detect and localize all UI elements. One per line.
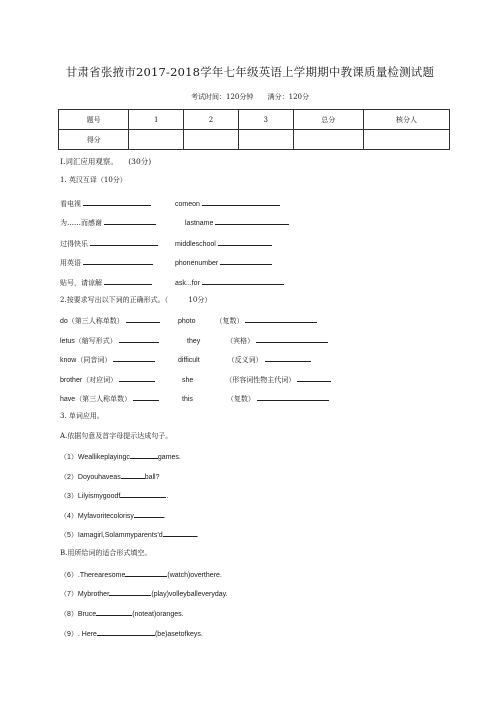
answer-blank[interactable] [218,238,272,246]
exam-full-score: 满分：120分 [267,93,309,101]
score-cell[interactable] [293,130,363,150]
answer-blank[interactable] [265,354,311,362]
row-label: 得分 [59,130,129,150]
answer-blank[interactable] [256,335,328,343]
form-item [60,315,160,326]
item-text: （4）Myfavoritecolorisy [60,513,134,520]
score-cell[interactable] [184,130,239,150]
item-text: (watch)overthere. [167,572,222,579]
item-text: ask...for [175,280,200,287]
answer-blank[interactable] [90,238,158,246]
score-table-header-row [59,110,450,130]
answer-blank[interactable] [130,451,158,459]
item-text: . [196,532,199,539]
answer-blank[interactable] [83,198,151,206]
item-word: brother [60,377,83,384]
item-hint: （第三人称单数） [75,395,132,403]
translate-item [60,198,151,209]
answer-blank[interactable] [121,471,145,479]
part1-heading: 1. 英汉互译（10分） [60,176,127,184]
item-word: this [182,396,193,403]
answer-blank[interactable] [96,608,132,616]
item-hint: （第三人称单数） [67,317,124,325]
translate-item [185,217,289,228]
form-item [60,354,155,365]
item-text: （9）. Here [60,631,97,638]
partB-heading: B.用所给词的适合形式填空。 [60,549,152,557]
item-text: （3）Lilyismygoodf [60,493,121,500]
part2-heading [60,296,211,305]
answer-blank[interactable] [109,588,151,596]
item-text: (play)volleyballeveryday. [151,591,228,598]
answer-blank[interactable] [120,490,169,500]
translate-item [175,257,272,268]
answer-blank[interactable] [215,217,289,225]
answer-blank[interactable] [134,510,164,518]
item-text: （6）.Therearesome [60,572,126,579]
item-text: lastname [185,220,214,227]
answer-blank[interactable] [163,529,197,537]
fill-item [60,569,222,580]
section-points: (30分) [128,157,152,166]
item-word: she [182,377,194,384]
fill-item [60,628,203,639]
item-hint: （复数） [226,395,255,403]
header-cell: 总分 [293,110,363,130]
exam-title: 甘肃省张掖市2017-2018学年七年级英语上学期期中教课质量检测试题 [65,65,435,79]
item-text: （2）Doyouhaveas [60,474,121,481]
answer-blank[interactable] [104,277,152,285]
score-cell[interactable] [363,130,449,150]
item-hint: （形容词性物主代词） [225,376,296,384]
item-word: have [60,396,76,403]
answer-blank[interactable] [202,277,284,285]
header-cell: 1 [129,110,184,130]
part2-points: 10分） [188,296,212,304]
answer-blank[interactable] [119,335,159,343]
section-heading-text: Ⅰ.词汇应用观察。 [60,157,118,166]
form-item [187,335,328,346]
answer-blank[interactable] [133,393,159,401]
item-text: 看电视 [60,200,81,208]
section-heading [60,157,151,166]
item-word: letus [60,338,75,345]
item-text: （7）Mybrother [60,591,110,598]
exam-time: 考试时间：120分钟 [191,93,254,101]
form-item [60,393,159,404]
item-text: 用英语 [60,259,81,267]
header-cell: 核分人 [363,110,449,130]
translate-item [60,217,156,228]
item-hint: （宾格） [226,337,255,345]
item-text: . [166,493,169,500]
form-item [178,315,317,326]
item-word: they [187,338,201,345]
fill-item [60,471,160,482]
answer-blank[interactable] [202,198,280,206]
form-item [178,354,311,365]
answer-blank[interactable] [97,628,155,636]
translate-item [60,277,152,288]
item-text: （8）Bruce [60,611,97,618]
item-text: （1）Weallikeplayingc [60,454,130,461]
header-cell: 3 [238,110,293,130]
item-word: photo [178,318,196,325]
fill-item [60,451,181,462]
item-word: difficult [178,357,200,364]
item-word: know [60,357,77,364]
item-text: 过得快乐 [60,240,88,248]
item-text: comeon [175,201,200,208]
part2-heading-text: 2.按要求写出以下词的正确形式。（ [60,296,169,304]
fill-item [60,510,166,521]
item-text: 贴号，请谅解 [60,279,102,287]
item-text: ball? [144,474,160,481]
item-text: 为……而感谢 [60,219,102,227]
answer-blank[interactable] [297,374,331,382]
item-hint: （复数） [215,317,244,325]
answer-blank[interactable] [119,374,155,382]
translate-item [175,277,284,288]
fill-item [60,608,184,619]
score-cell[interactable] [129,130,184,150]
answer-blank[interactable] [125,569,167,577]
partA-heading: A.依据句意及首字母提示达成句子。 [60,432,173,440]
part3-heading: 3. 单词应用。 [60,412,104,420]
answer-blank[interactable] [245,315,317,323]
score-cell[interactable] [238,130,293,150]
translate-item [60,238,158,249]
answer-blank[interactable] [257,393,329,401]
item-text: (be)asetofkeys. [154,631,203,638]
fill-item [60,588,228,599]
item-hint: （反义词） [227,356,263,364]
item-text: games. [157,454,181,461]
form-item [182,374,331,385]
item-text: middleschool [175,241,216,248]
fill-item [60,529,199,540]
translate-item [175,198,280,209]
translate-item [60,257,153,268]
answer-blank[interactable] [83,257,153,265]
answer-blank[interactable] [126,315,160,323]
score-table [58,109,450,150]
answer-blank[interactable] [220,257,272,265]
item-hint: （缩写形式） [74,337,117,345]
header-cell: 题号 [59,110,129,130]
header-cell: 2 [184,110,239,130]
item-hint: （对应词） [82,376,118,384]
item-text: (noteat)oranges. [132,611,184,618]
item-hint: （同音词） [76,356,112,364]
answer-blank[interactable] [104,217,156,225]
answer-blank[interactable] [113,354,155,362]
item-word: do [60,318,68,325]
exam-subtitle [0,92,500,102]
form-item [60,335,159,346]
item-text: （5）Iamagirl,Solammyparents’d [60,532,163,539]
translate-item [175,238,272,249]
fill-item [60,490,168,501]
item-text: . [163,513,166,520]
item-text: phonenumber [175,260,219,267]
form-item [60,374,155,385]
score-table-row [59,130,450,150]
form-item [182,393,329,404]
